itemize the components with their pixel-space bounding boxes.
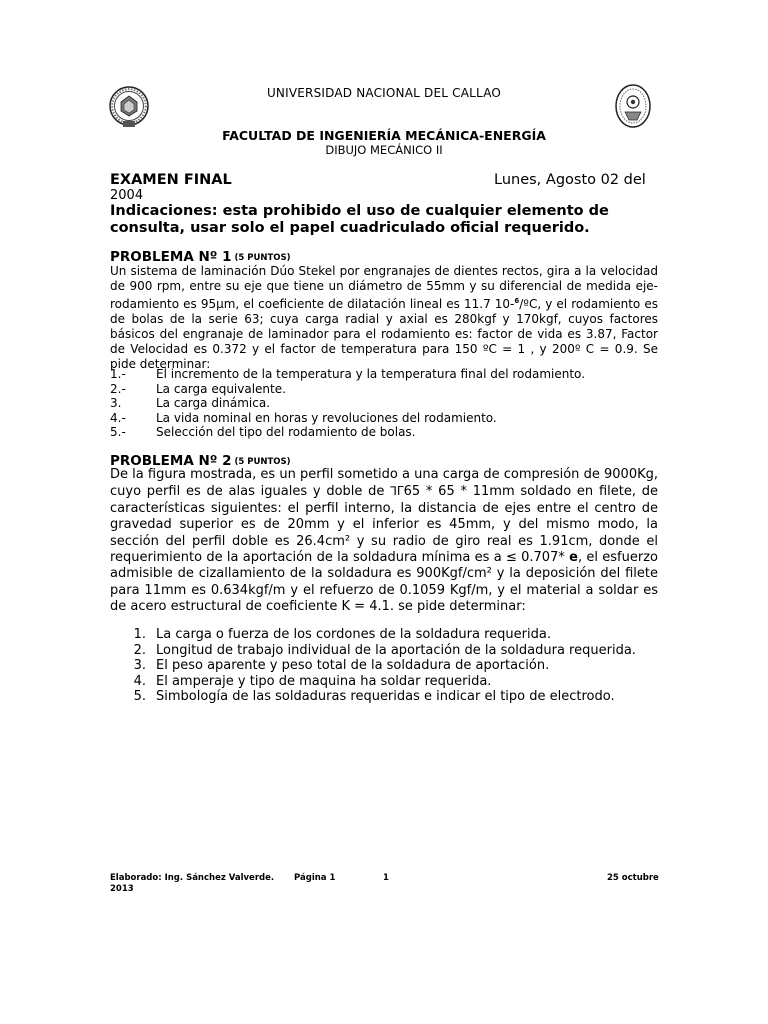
list-item: 1. La carga o fuerza de los cordones de la soldadura requerida. bbox=[133, 627, 551, 642]
double-angle-profile-icon: ⅂Γ bbox=[390, 484, 404, 499]
footer-year: 2013 bbox=[110, 884, 134, 894]
problem-1-list bbox=[110, 367, 670, 440]
problem-2-text-c: , el esfuerzo admisible de cizallamiento de la soldadura es 900Kgf/cm² y la deposición del filete para 11mm es 0.634kgf/m y el refuerzo de 0.1059 Kgf/m, y el material a soldar es de acero estructural de coeficiente K = 4.1. se pide determinar: bbox=[110, 550, 658, 615]
list-item: 2.- La carga equivalente. bbox=[110, 381, 286, 396]
problem-2-text-b: 65 * 65 * 11mm soldado en filete, de características siguientes: el perfil interno, la distancia de ejes entre el centro de gravedad superior es de 20mm y el inferior es 45mm, y del mismo modo, la sección del perfil doble es 26.4cm² y su radio de giro real es 1.91cm, donde el requerimiento de la aportación de la soldadura mínima es a ≤ 0.707* bbox=[110, 484, 658, 566]
problem-2-list bbox=[110, 627, 670, 705]
list-item: 3. La carga dinámica. bbox=[110, 396, 271, 410]
problem-1-heading: PROBLEMA Nº 1 bbox=[110, 249, 232, 265]
list-item: 1.- El incremento de la temperatura y la temperatura final del rodamiento. bbox=[110, 367, 586, 381]
exam-instructions: Indicaciones: esta prohibido el uso de cualquier elemento de consulta, usar solo el papel cuadriculado oficial requerido. bbox=[110, 203, 609, 236]
problem-2-statement bbox=[110, 467, 658, 616]
footer-author: Elaborado: Ing. Sánchez Valverde. bbox=[110, 873, 275, 883]
problem-1-exponent: 6 bbox=[514, 297, 520, 305]
problem-2-text-a: De la figura mostrada, es un perfil sometido a una carga de compresión de 9000Kg, cuyo perfil es de alas iguales y doble de bbox=[110, 467, 658, 500]
faculty-name: FACULTAD DE INGENIERÍA MECÁNICA-ENERGÍA bbox=[222, 128, 546, 143]
problem-1-text-b: /ºC, y el rodamiento es de bolas de la serie 63; cuya carga radial y axial es 280kgf y 170kgf, cuyos factores básicos del engranaje de laminador para el rodamiento es: factor de vida es 3.87, Factor de Velocidad es 0.372 y el factor de temperatura para 150 ºC = 1 , y 200º C = 0.9. Se pide determinar: bbox=[110, 297, 658, 371]
list-item: 4.- La vida nominal en horas y revoluciones del rodamiento. bbox=[110, 410, 497, 425]
exam-date: Lunes, Agosto 02 del bbox=[494, 172, 646, 188]
exam-title: EXAMEN FINAL bbox=[110, 172, 232, 188]
footer-page-number: 1 bbox=[383, 873, 389, 883]
problem-1-text-a: Un sistema de laminación Dúo Stekel por engranajes de dientes rectos, gira a la velocidad de 900 rpm, entre su eje que tiene un diámetro de 55mm y su diferencial de medida eje-rodamiento es 95μm, el coeficiente de dilatación lineal es 11.7 10- bbox=[110, 264, 658, 311]
problem-2-points: (5 PUNTOS) bbox=[234, 457, 291, 467]
problem-2-heading: PROBLEMA Nº 2 bbox=[110, 453, 232, 469]
footer-date: 25 octubre bbox=[607, 873, 659, 883]
list-item: 5. Simbología de las soldaduras requeridas e indicar el tipo de electrodo. bbox=[133, 689, 615, 705]
list-item: 5.- Selección del tipo del rodamiento de bolas. bbox=[110, 425, 416, 439]
course-name: DIBUJO MECÁNICO II bbox=[325, 143, 443, 157]
list-item: 4. El amperaje y tipo de maquina ha soldar requerida. bbox=[133, 673, 492, 689]
footer-page-label: Página 1 bbox=[294, 873, 336, 883]
university-name: UNIVERSIDAD NACIONAL DEL CALLAO bbox=[266, 86, 502, 100]
problem-1-points: (5 PUNTOS) bbox=[234, 253, 291, 263]
list-item: 2. Longitud de trabajo individual de la aportación de la soldadura requerida. bbox=[133, 642, 636, 658]
list-item: 3. El peso aparente y peso total de la soldadura de aportación. bbox=[133, 658, 550, 674]
problem-1-statement bbox=[110, 264, 658, 372]
problem-2-bold-e: e bbox=[569, 550, 578, 566]
problem-1-title bbox=[110, 249, 291, 265]
exam-year: 2004 bbox=[110, 188, 144, 203]
